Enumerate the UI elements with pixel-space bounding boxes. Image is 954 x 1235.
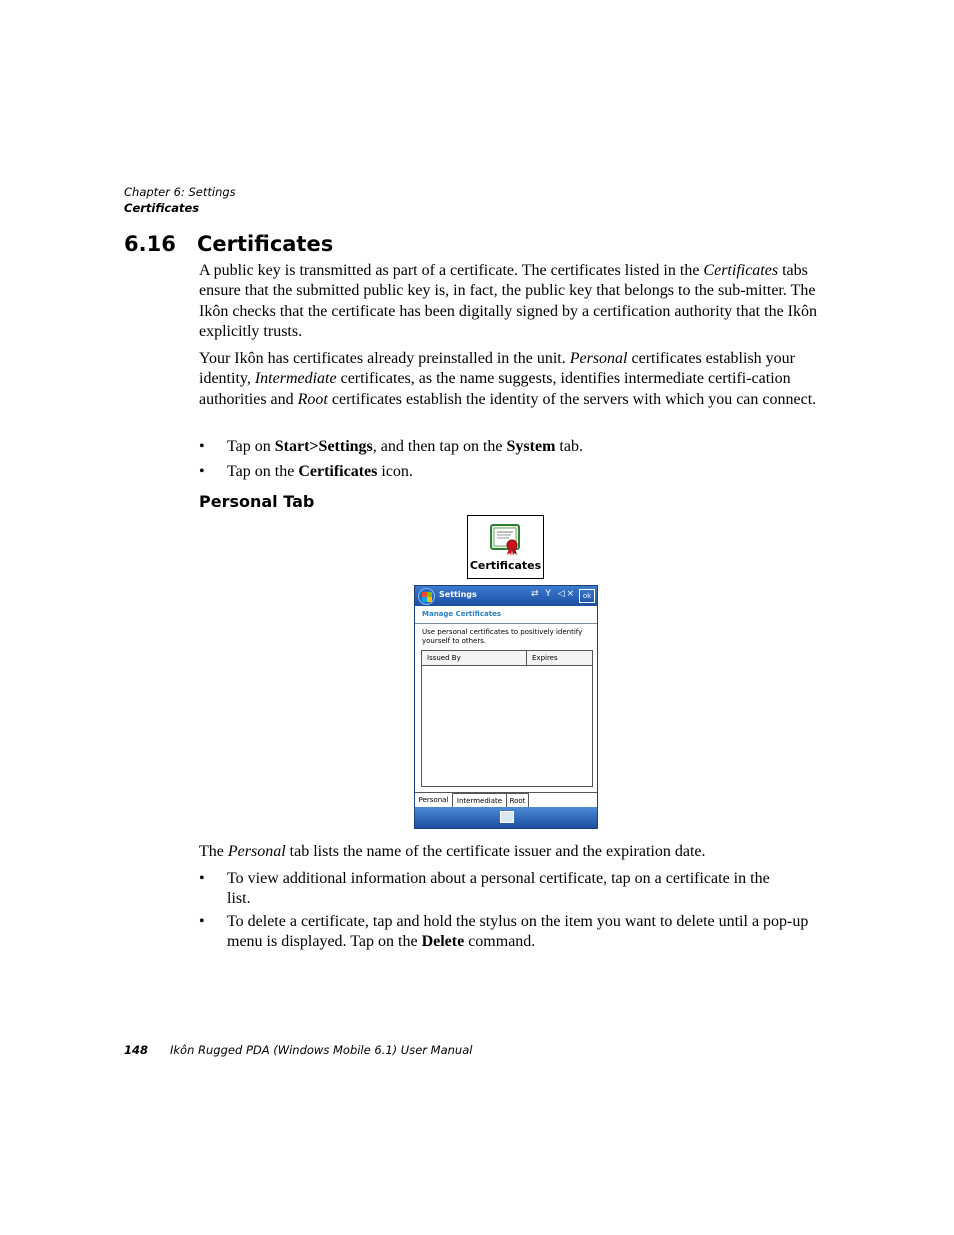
device-screenshot — [414, 585, 598, 829]
paragraph-intro — [199, 261, 821, 342]
certificates-icon-label: Certificates — [469, 559, 542, 572]
b2-text-c: icon. — [377, 463, 413, 480]
device-menu-bar — [415, 807, 597, 828]
bullet-symbol: • — [199, 463, 205, 480]
p1-text-a: A public key is transmitted as part of a certificate. The certificates listed in the — [199, 262, 704, 279]
b2-text-a: Tap on the — [227, 463, 299, 480]
subheading-personal-tab: Personal Tab — [199, 492, 315, 511]
ok-button[interactable]: ok — [579, 589, 595, 603]
p1-text-c: tabs ensure that the submitted public key is, in fact, the public key that belongs to the sub-mitter. The Ikôn checks that the certificate has been digitally signed by a certification authority that the Ikôn explicitly trusts. — [199, 262, 817, 340]
b1-text-a: Tap on — [227, 438, 275, 455]
heading-divider — [415, 623, 597, 624]
b1-bold-start-settings: Start>Settings — [274, 438, 373, 455]
certificates-app-icon[interactable] — [467, 515, 544, 579]
p2-italic-personal: Personal — [569, 350, 628, 367]
bullet-symbol: • — [199, 870, 205, 887]
personal-description: Use personal certificates to positively identify yourself to others. — [422, 628, 583, 645]
p3-text-c: tab lists the name of the certificate issuer and the expiration date. — [285, 843, 706, 860]
bullet-view-info — [199, 869, 821, 909]
manage-certificates-heading: Manage Certificates — [422, 610, 501, 618]
p3-text-a: The — [199, 843, 228, 860]
paragraph-preinstalled — [199, 349, 821, 410]
b1-text-c: , and then tap on the — [372, 438, 507, 455]
tab-intermediate[interactable]: Intermediate — [453, 793, 507, 807]
manual-title: Ikôn Rugged PDA (Windows Mobile 6.1) User Manual — [170, 1043, 473, 1057]
b4-bold-delete: Delete — [421, 932, 465, 950]
section-number: 6.16 — [124, 232, 176, 256]
status-icons: ⇄ Y ◁× — [531, 589, 577, 599]
b2-bold-certificates: Certificates — [298, 463, 378, 480]
p3-italic-personal: Personal — [227, 843, 286, 860]
list-header — [422, 651, 592, 666]
p2-italic-intermediate: Intermediate — [254, 370, 337, 388]
device-title-bar — [415, 586, 597, 606]
certificate-list[interactable] — [421, 650, 593, 787]
tab-strip — [415, 792, 597, 808]
column-expires[interactable]: Expires — [532, 654, 558, 662]
certificate-icon — [488, 521, 524, 557]
tab-root[interactable]: Root — [507, 793, 529, 807]
b4-text-c: command. — [464, 932, 536, 950]
bullet-certificates-icon — [199, 462, 821, 482]
tab-personal[interactable]: Personal — [415, 793, 453, 807]
running-header-chapter: Chapter 6: Settings — [124, 185, 236, 199]
p2-text-c: certificates establish your identity, — [199, 350, 795, 388]
b4-text-a: To delete a certificate, tap and hold the stylus on the item you want to delete until a pop-up menu is displayed. Tap on the — [227, 913, 809, 950]
b1-text-e: tab. — [555, 438, 583, 455]
keyboard-icon[interactable] — [500, 811, 514, 823]
column-issued-by[interactable]: Issued By — [422, 651, 527, 665]
bullet-start-settings — [199, 437, 821, 457]
p2-text-a: Your Ikôn has certificates already preinstalled in the unit. — [199, 350, 570, 367]
windows-start-icon[interactable] — [418, 588, 435, 605]
p2-text-g: certificates establish the identity of the servers with which you can connect. — [327, 390, 817, 408]
b1-bold-system: System — [506, 438, 556, 455]
device-title: Settings — [439, 590, 477, 599]
p2-italic-root: Root — [297, 390, 328, 408]
section-title-text: Certificates — [197, 232, 334, 256]
page-number: 148 — [124, 1043, 149, 1057]
running-header-section: Certificates — [124, 201, 200, 215]
section-title — [124, 232, 333, 256]
paragraph-personal-tab — [199, 842, 821, 862]
bullet-symbol: • — [199, 438, 205, 455]
b3-text: To view additional information about a personal certificate, tap on a certificate in the list. — [227, 870, 770, 907]
bullet-symbol: • — [199, 913, 205, 930]
p2-text-e: certificates, as the name suggests, identifies intermediate certifi-cation authorities and — [199, 370, 791, 408]
bullet-delete — [199, 912, 821, 952]
p1-italic-certificates: Certificates — [703, 262, 779, 279]
